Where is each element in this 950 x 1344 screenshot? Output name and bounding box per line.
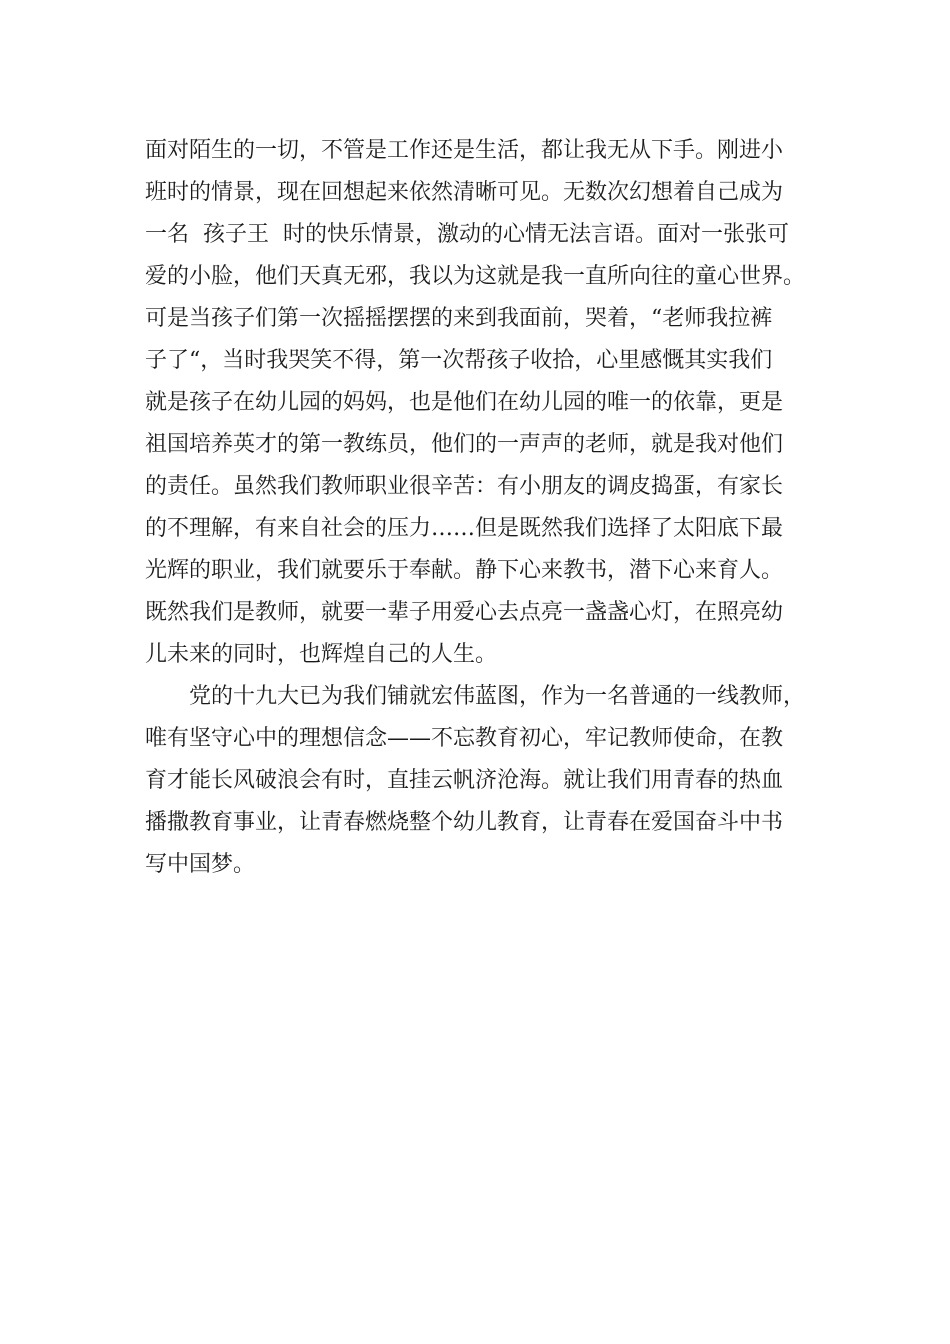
text-line: 育才能长风破浪会有时，直挂云帆济沧海。就让我们用青春的热血	[145, 768, 784, 793]
paragraph-2	[145, 676, 810, 886]
text-line: 党的十九大已为我们铺就宏伟蓝图，作为一名普通的一线教师，	[189, 684, 806, 709]
text-line: 唯有坚守心中的理想信念——不忘教育初心，牢记教师使命，在教	[145, 726, 784, 751]
text-line: 祖国培养英才的第一教练员，他们的一声声的老师，就是我对他们	[145, 432, 784, 457]
text-line: 可是当孩子们第一次摇摇摆摆的来到我面前，哭着，“老师我拉裤	[145, 306, 773, 331]
text-line: 写中国梦。	[145, 852, 256, 877]
text-line: 儿未来的同时，也辉煌自己的人生。	[145, 642, 498, 667]
document-body	[145, 130, 810, 886]
text-line: 光辉的职业，我们就要乐于奉献。静下心来教书，潜下心来育人。	[145, 558, 784, 583]
text-line: 播撒教育事业，让青春燃烧整个幼儿教育，让青春在爱国奋斗中书	[145, 810, 784, 835]
text-line: 一名 孩子王 时的快乐情景，激动的心情无法言语。面对一张张可	[145, 222, 789, 247]
text-line: 既然我们是教师，就要一辈子用爱心去点亮一盏盏心灯，在照亮幼	[145, 600, 784, 625]
paragraph-1	[145, 130, 810, 676]
text-line: 子了“，当时我哭笑不得，第一次帮孩子收拾，心里感慨其实我们	[145, 348, 773, 373]
text-line: 的不理解，有来自社会的压力……但是既然我们选择了太阳底下最	[145, 516, 784, 541]
text-line: 的责任。虽然我们教师职业很辛苦：有小朋友的调皮捣蛋，有家长	[145, 474, 784, 499]
text-line: 班时的情景，现在回想起来依然清晰可见。无数次幻想着自己成为	[145, 180, 784, 205]
text-line: 面对陌生的一切，不管是工作还是生活，都让我无从下手。刚进小	[145, 138, 784, 163]
text-line: 爱的小脸，他们天真无邪，我以为这就是我一直所向往的童心世界。	[145, 264, 806, 289]
text-line: 就是孩子在幼儿园的妈妈，也是他们在幼儿园的唯一的依靠，更是	[145, 390, 784, 415]
